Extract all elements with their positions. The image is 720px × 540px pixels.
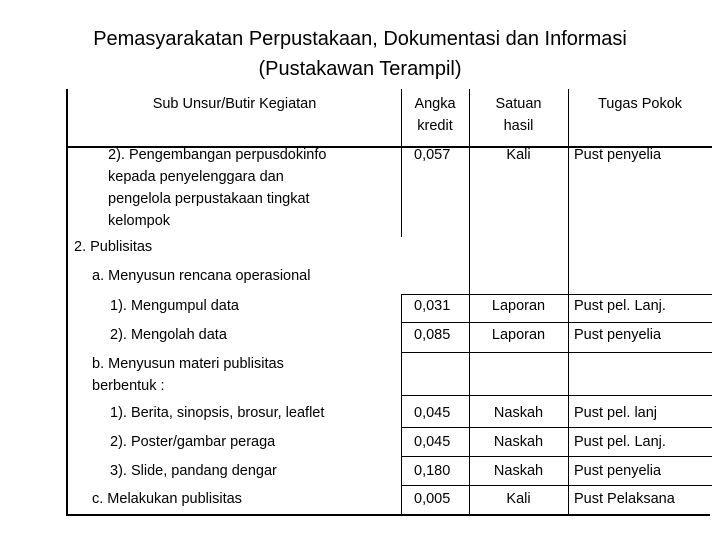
row-angka: 0,057 <box>414 147 451 163</box>
row-label: 1). Berita, sinopsis, brosur, leaflet <box>110 405 325 421</box>
row-satuan: Kali <box>506 491 531 507</box>
row-label: 2). Mengolah data <box>110 327 227 343</box>
row-label: 2). Pengembangan perpusdokinfo kepada penyelenggara dan pengelola perpustakaan tingkat kelompok <box>108 147 327 229</box>
header-sub-unsur: Sub Unsur/Butir Kegiatan <box>152 96 317 112</box>
title-line-1: Pemasyarakatan Perpustakaan, Dokumentasi dan Informasi <box>93 28 627 50</box>
row-angka: 0,180 <box>414 463 451 479</box>
row-label: 3). Slide, pandang dengar <box>110 463 277 479</box>
row-angka: 0,045 <box>414 434 451 450</box>
row-angka: 0,085 <box>414 327 451 343</box>
row-angka: 0,031 <box>414 298 451 314</box>
row-tugas: Pust pel. Lanj. <box>574 434 666 450</box>
row-line <box>401 352 712 353</box>
header-angka-kredit: Angka kredit <box>414 96 456 134</box>
col-divider-1b <box>401 294 402 514</box>
row-satuan: Laporan <box>491 327 546 343</box>
row-satuan: Kali <box>506 147 531 163</box>
page-title <box>0 24 720 84</box>
row-tugas: Pust Pelaksana <box>574 491 675 507</box>
row-label: 2. Publisitas <box>74 239 153 255</box>
row-line <box>401 322 712 323</box>
row-label: 2). Poster/gambar peraga <box>110 434 276 450</box>
row-label: a. Menyusun rencana operasional <box>92 268 311 284</box>
row-label: b. Menyusun materi publisitas berbentuk : <box>92 356 284 394</box>
row-tugas: Pust penyelia <box>574 463 662 479</box>
row-angka: 0,005 <box>414 491 451 507</box>
row-satuan: Naskah <box>493 463 544 479</box>
row-label: 1). Mengumpul data <box>110 298 239 314</box>
row-label: c. Melakukan publisitas <box>92 491 242 507</box>
header-tugas-pokok: Tugas Pokok <box>597 96 683 112</box>
activity-table <box>66 89 710 516</box>
col-divider-3 <box>568 89 569 514</box>
row-tugas: Pust pel. Lanj. <box>574 298 666 314</box>
row-angka: 0,045 <box>414 405 451 421</box>
row-line <box>401 427 712 428</box>
row-satuan: Naskah <box>493 434 544 450</box>
row-line <box>401 456 712 457</box>
row-tugas: Pust penyelia <box>574 327 662 343</box>
title-line-2: (Pustakawan Terampil) <box>258 58 462 80</box>
row-tugas: Pust pel. lanj <box>574 405 658 421</box>
row-line <box>401 485 712 486</box>
header-satuan-hasil: Satuan hasil <box>495 96 542 134</box>
row-line <box>401 395 712 396</box>
row-tugas: Pust penyelia <box>574 147 662 163</box>
row-satuan: Laporan <box>491 298 546 314</box>
row-satuan: Naskah <box>493 405 544 421</box>
